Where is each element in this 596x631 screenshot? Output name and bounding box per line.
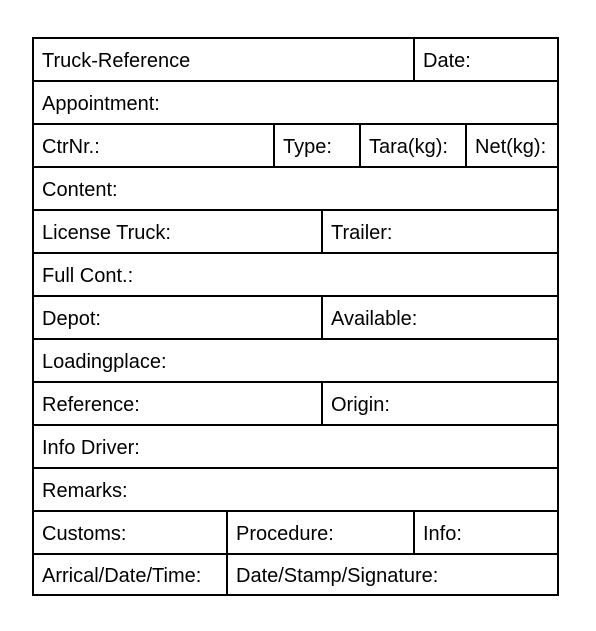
info-driver-cell[interactable] [34, 426, 557, 469]
license-truck-label: License Truck: [42, 221, 171, 244]
loadingplace-cell[interactable] [34, 340, 557, 383]
origin-cell[interactable] [321, 383, 557, 426]
remarks-cell[interactable] [34, 469, 557, 512]
row-reference [34, 381, 557, 426]
net-label: Net(kg): [475, 135, 547, 158]
tara-label: Tara(kg): [369, 135, 448, 158]
row-truck-reference [34, 39, 557, 82]
license-truck-cell[interactable] [34, 211, 321, 254]
row-container [34, 123, 557, 168]
row-customs [34, 510, 557, 555]
ctr-nr-label: CtrNr.: [42, 135, 100, 158]
ctr-nr-cell[interactable] [34, 125, 273, 168]
row-license [34, 209, 557, 254]
truck-reference-label: Truck-Reference [42, 49, 191, 72]
info-label: Info: [423, 522, 462, 545]
full-cont-label: Full Cont.: [42, 264, 134, 287]
truck-reference-cell[interactable] [34, 39, 413, 82]
row-remarks [34, 467, 557, 512]
type-cell[interactable] [273, 125, 359, 168]
available-label: Available: [331, 307, 418, 330]
depot-label: Depot: [42, 307, 101, 330]
procedure-cell[interactable] [226, 512, 413, 555]
customs-label: Customs: [42, 522, 127, 545]
row-arrival [34, 553, 557, 596]
type-label: Type: [283, 135, 332, 158]
row-info-driver [34, 424, 557, 469]
row-loadingplace [34, 338, 557, 383]
date-label: Date: [423, 49, 471, 72]
content-cell[interactable] [34, 168, 557, 211]
procedure-label: Procedure: [236, 522, 334, 545]
reference-label: Reference: [42, 393, 140, 416]
info-driver-label: Info Driver: [42, 436, 140, 459]
trailer-label: Trailer: [331, 221, 393, 244]
customs-cell[interactable] [34, 512, 226, 555]
remarks-label: Remarks: [42, 479, 128, 502]
date-cell[interactable] [413, 39, 557, 82]
truck-form [32, 37, 559, 596]
date-stamp-signature-label: Date/Stamp/Signature: [236, 564, 439, 587]
trailer-cell[interactable] [321, 211, 557, 254]
reference-cell[interactable] [34, 383, 321, 426]
net-cell[interactable] [465, 125, 557, 168]
row-full-cont [34, 252, 557, 297]
tara-cell[interactable] [359, 125, 465, 168]
appointment-cell[interactable] [34, 82, 557, 125]
date-stamp-signature-cell[interactable] [226, 555, 557, 596]
available-cell[interactable] [321, 297, 557, 340]
row-content [34, 166, 557, 211]
full-cont-cell[interactable] [34, 254, 557, 297]
origin-label: Origin: [331, 393, 390, 416]
arrival-date-time-label: Arrical/Date/Time: [42, 564, 202, 587]
content-label: Content: [42, 178, 118, 201]
appointment-label: Appointment: [42, 92, 160, 115]
depot-cell[interactable] [34, 297, 321, 340]
loadingplace-label: Loadingplace: [42, 350, 167, 373]
row-depot [34, 295, 557, 340]
row-appointment [34, 80, 557, 125]
info-cell[interactable] [413, 512, 557, 555]
arrival-date-time-cell[interactable] [34, 555, 226, 596]
